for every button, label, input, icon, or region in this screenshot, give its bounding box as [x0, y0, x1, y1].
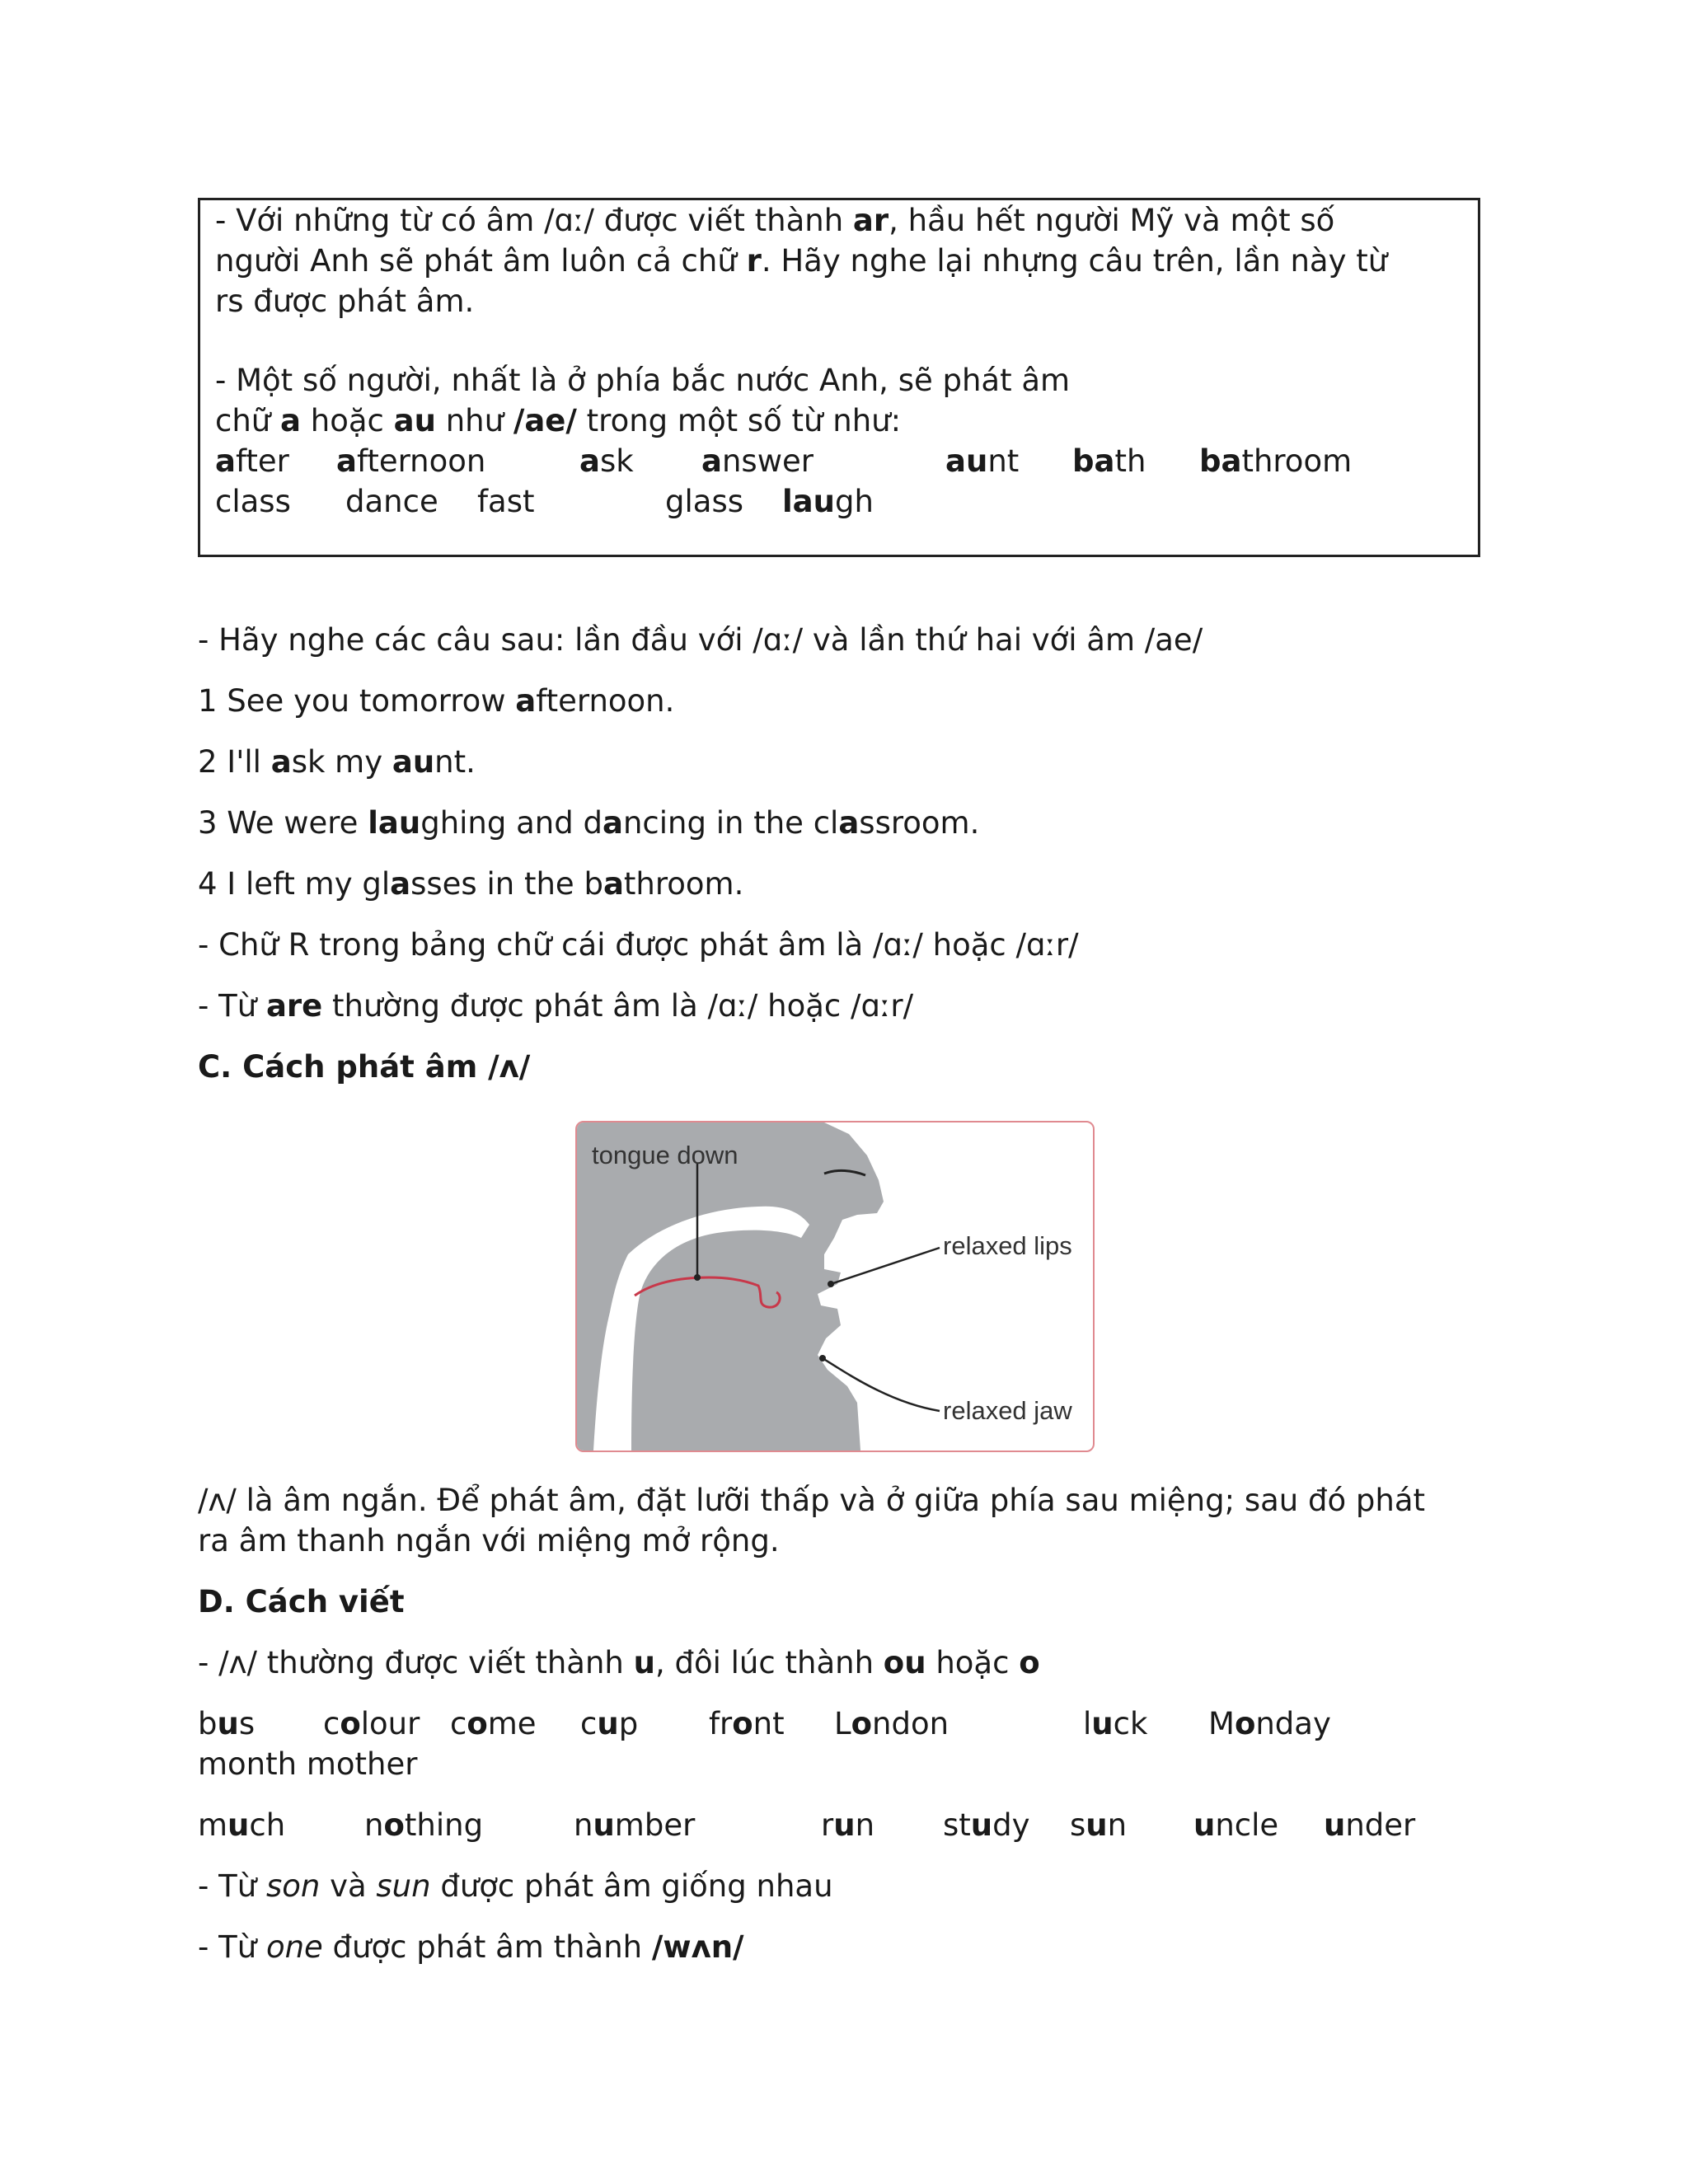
box-line-5: chữ a hoặc au như /ae/ trong một số từ như:: [215, 403, 902, 438]
spelling-line: - /ʌ/ thường được viết thành u, đôi lúc thành ou hoặc o: [198, 1645, 1040, 1680]
label-relaxed-jaw: relaxed jaw: [943, 1396, 1072, 1425]
heading-c: C. Cách phát âm /ʌ/: [198, 1049, 531, 1085]
word-ask: ask: [579, 443, 634, 479]
one-line: - Từ one được phát âm thành /wʌn/: [198, 1929, 744, 1965]
box-word-row-2: [215, 481, 1451, 522]
word-laugh: laugh: [782, 484, 874, 519]
box-line-2: người Anh sẽ phát âm luôn cả chữ r. Hãy nghe lại nhựng câu trên, lần này từ: [215, 243, 1388, 279]
box-line-4: - Một số người, nhất là ở phía bắc nước Anh, sẽ phát âm: [215, 363, 1071, 398]
word-cup: cup: [580, 1706, 639, 1741]
word-list-2: [198, 1805, 1484, 1845]
box-line-1: - Với những từ có âm /ɑː/ được viết thành ar, hầu hết người Mỹ và một số: [215, 203, 1335, 238]
box-word-row-1: [215, 441, 1451, 481]
box-line-3: rs được phát âm.: [215, 284, 475, 319]
word-afternoon: afternoon: [336, 443, 486, 479]
word-fast: fast: [477, 484, 535, 519]
label-tongue-down: tongue down: [592, 1141, 738, 1169]
note-box: [198, 198, 1480, 557]
word-luck: luck: [1083, 1706, 1148, 1741]
word-london: London: [834, 1706, 950, 1741]
r-letter-line: - Chữ R trong bảng chữ cái được phát âm là /ɑː/ hoặc /ɑːr/: [198, 927, 1079, 963]
sentence-1: 1 See you tomorrow afternoon.: [198, 683, 675, 719]
son-sun-line: - Từ son và sun được phát âm giống nhau: [198, 1868, 833, 1904]
sentence-3: 3 We were laughing and dancing in the classroom.: [198, 805, 980, 841]
word-sun: sun: [1070, 1807, 1128, 1843]
word-number: number: [574, 1807, 696, 1843]
word-list-1-continued: month mother: [198, 1746, 418, 1782]
word-front: front: [709, 1706, 785, 1741]
word-answer: answer: [701, 443, 814, 479]
label-relaxed-lips: relaxed lips: [943, 1231, 1072, 1260]
word-uncle: uncle: [1193, 1807, 1279, 1843]
word-after: after: [215, 443, 289, 479]
word-bathroom: bathroom: [1199, 443, 1353, 479]
intro-line: - Hãy nghe các câu sau: lần đầu với /ɑː/ và lần thứ hai với âm /ae/: [198, 622, 1203, 658]
word-class: class: [215, 484, 291, 519]
word-much: much: [198, 1807, 286, 1843]
word-aunt: aunt: [945, 443, 1020, 479]
sentence-4: 4 I left my glasses in the bathroom.: [198, 866, 744, 902]
word-bath: bath: [1072, 443, 1146, 479]
word-list-1: [198, 1704, 1484, 1744]
description-line-2: ra âm thanh ngắn với miệng mở rộng.: [198, 1523, 780, 1558]
word-under: under: [1324, 1807, 1416, 1843]
description-line-1: /ʌ/ là âm ngắn. Để phát âm, đặt lưỡi thấp và ở giữa phía sau miệng; sau đó phát: [198, 1483, 1425, 1518]
word-monday: Monday: [1208, 1706, 1331, 1741]
word-study: study: [943, 1807, 1030, 1843]
word-dance: dance: [345, 484, 438, 519]
word-colour: colour: [323, 1706, 420, 1741]
mouth-diagram: [575, 1121, 1095, 1452]
heading-d: D. Cách viết: [198, 1584, 405, 1619]
are-word-line: - Từ are thường được phát âm là /ɑː/ hoặc /ɑːr/: [198, 988, 914, 1024]
word-nothing: nothing: [364, 1807, 484, 1843]
sentence-2: 2 I'll ask my aunt.: [198, 744, 476, 780]
word-come: come: [450, 1706, 537, 1741]
word-run: run: [821, 1807, 875, 1843]
word-glass: glass: [665, 484, 744, 519]
word-bus: bus: [198, 1706, 256, 1741]
